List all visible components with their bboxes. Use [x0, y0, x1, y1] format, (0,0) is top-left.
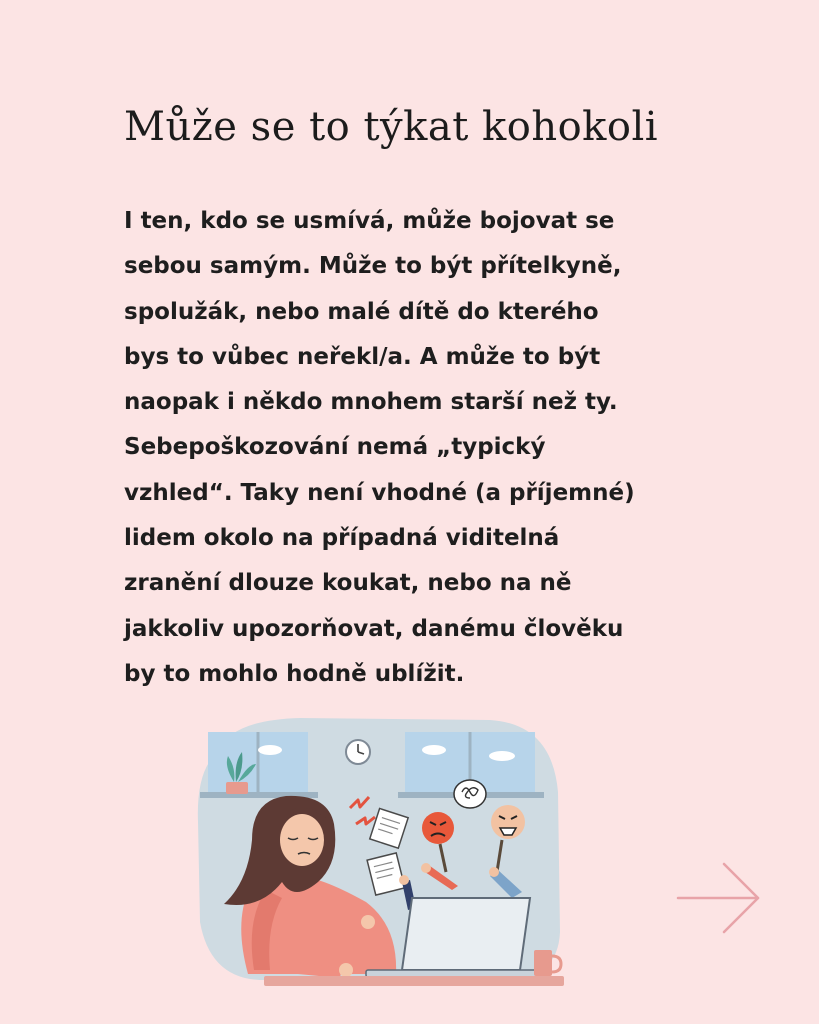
- arrow-right-icon[interactable]: [674, 858, 764, 938]
- body-line: lidem okolo na případná viditelná: [124, 525, 560, 552]
- body-line: naopak i někdo mnohem starší než ty.: [124, 389, 618, 416]
- stressed-woman-illustration: [190, 712, 570, 992]
- wall-clock-icon: [346, 740, 370, 764]
- body-line: spolužák, nebo malé dítě do kterého: [124, 298, 599, 325]
- body-text: [124, 199, 744, 697]
- tangled-speech-bubble-icon: [454, 780, 486, 808]
- body-line: jakkoliv upozorňovat, danému člověku: [124, 615, 624, 642]
- page-title: Může se to týkat kohokoli: [124, 104, 659, 150]
- body-line: Sebepoškozování nemá „typický: [124, 434, 546, 461]
- body-line: zranění dlouze koukat, nebo na ně: [124, 570, 572, 597]
- window-left: [200, 732, 318, 798]
- body-line: I ten, kdo se usmívá, může bojovat se: [124, 208, 615, 234]
- body-line: by to mohlo hodně ublížit.: [124, 660, 465, 687]
- body-line: vzhled“. Taky není vhodné (a příjemné): [124, 479, 635, 506]
- desk: [264, 976, 564, 986]
- body-line: bys to vůbec neřekl/a. A může to být: [124, 343, 601, 370]
- mug-icon: [534, 950, 561, 976]
- body-line: sebou samým. Může to být přítelkyně,: [124, 253, 622, 280]
